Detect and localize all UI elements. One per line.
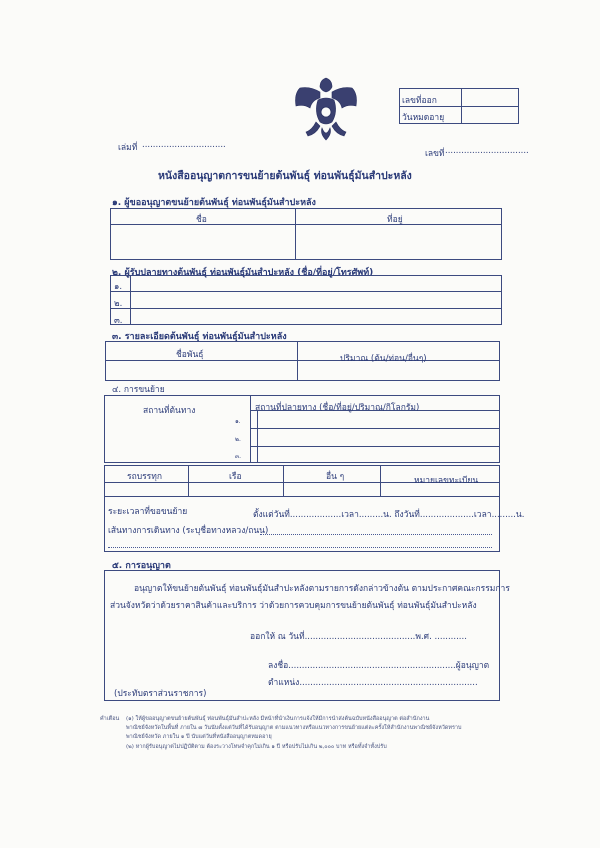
dest-row-2: ๒. — [235, 436, 241, 443]
footnote-label: คำเตือน — [100, 716, 120, 722]
section1-heading: ๑. ผู้ขออนุญาตขนย้ายต้นพันธุ์ ท่อนพันธุ์มันสำปะหลัง — [112, 198, 316, 208]
vehicle-boat-label: เรือ — [229, 472, 242, 482]
vehicle-other-label: อื่น ๆ — [326, 472, 345, 482]
approval-text-2: ส่วนจังหวัดว่าด้วยราคาสินค้าและบริการ ว่าด้วยการควบคุมการขนย้ายต้นพันธุ์ ท่อนพันธุ์มันสำปะหลัง — [110, 601, 477, 611]
dest-row-3: ๓. — [235, 453, 242, 460]
page-title: หนังสืออนุญาตการขนย้ายต้นพันธุ์ ท่อนพันธุ์มันสำปะหลัง — [158, 170, 412, 182]
dest-row-1: ๑. — [235, 418, 241, 425]
period-dates: ตั้งแต่วันที่...................เวลา.........น. ถึงวันที่....................เวลา.........น. — [253, 510, 525, 520]
seal-note: (ประทับตราส่วนราชการ) — [114, 689, 207, 699]
quantity-header: ปริมาณ (ต้น/ท่อน/อื่นๆ) — [340, 354, 427, 364]
variety-header: ชื่อพันธุ์ — [176, 350, 204, 360]
footnote-line-1: (๑) ให้ผู้ขออนุญาตขนย้ายต้นพันธุ์ ท่อนพันธุ์มันสำปะหลัง มีหน้าที่นำเงินการแจ้งให้มีการนำส่งต้นฉบับหนังสืออนุญาต ต่อสำนักงาน — [126, 716, 430, 722]
volume-label: เล่มที่ — [118, 143, 138, 153]
expiry-label: วันหมดอายุ — [402, 113, 445, 123]
destination-header: สถานที่ปลายทาง (ชื่อ/ที่อยู่/ปริมาณ/กิโลกรัม) — [255, 403, 420, 413]
footnote-line-4: (๒) หากผู้รับอนุญาตไม่ปฏิบัติตาม ต้องระวางโทษจำคุกไม่เกิน ๑ ปี หรือปรับไม่เกิน ๒,๐๐๐ บาท หรือทั้งจำทั้งปรับ — [126, 744, 387, 750]
section3-heading: ๓. รายละเอียดต้นพันธุ์ ท่อนพันธุ์มันสำปะหลัง — [112, 332, 287, 342]
recipient-row-2: ๒. — [114, 299, 123, 309]
section4-heading: ๔. การขนย้าย — [112, 385, 165, 395]
approval-text-1: อนุญาตให้ขนย้ายต้นพันธุ์ ท่อนพันธุ์มันสำปะหลังตามรายการดังกล่าวข้างต้น ตามประกาศคณะกรรมการ — [134, 584, 510, 594]
applicant-address-header: ที่อยู่ — [387, 215, 403, 225]
section2-heading: ๒. ผู้รับปลายทางต้นพันธุ์ ท่อนพันธุ์มันสำปะหลัง (ชื่อ/ที่อยู่/โทรศัพท์) — [112, 268, 374, 278]
period-label: ระยะเวลาที่ขอขนย้าย — [108, 507, 188, 517]
issued-at-line: ออกให้ ณ วันที่.........................................พ.ศ. ............ — [250, 632, 467, 642]
volume-dots: ............................... — [142, 140, 226, 150]
vehicle-reg-label: หมายเลขทะเบียน — [414, 476, 479, 486]
signature-line: ลงชื่อ..............................................................ผู้อนุญาต — [268, 661, 490, 671]
section1-table — [110, 208, 502, 260]
number-label: เลขที่ — [425, 149, 445, 159]
section5-heading: ๕. การอนุญาต — [112, 561, 171, 571]
issue-no-label: เลขที่ออก — [402, 96, 437, 106]
section2-table — [110, 275, 502, 325]
position-line: ตำแหน่ง.................................................................. — [268, 678, 478, 688]
recipient-row-1: ๑. — [114, 282, 123, 292]
footnote-line-3: พาณิชย์จังหวัด ภายใน ๑ ปี นับแต่วันที่หนังสืออนุญาตหมดอายุ — [126, 734, 272, 740]
footnote-line-2: พาณิชย์จังหวัดในพื้นที่ ภายใน ๗ วันนับตั้งแต่วันที่ได้รับอนุญาต ตามแนวทางหรือแนวทางการขนย้ายแต่ละครั้งให้สำนักงานพาณิชย์จังหวัดทราบ — [126, 725, 462, 731]
number-dots: ............................... — [445, 146, 529, 156]
applicant-name-header: ชื่อ — [196, 215, 207, 225]
recipient-row-3: ๓. — [114, 316, 123, 326]
section3-table — [105, 341, 500, 381]
garuda-emblem-icon — [288, 72, 364, 144]
origin-header: สถานที่ต้นทาง — [143, 406, 196, 416]
route-label: เส้นทางการเดินทาง (ระบุชื่อทางหลวง/ถนน) — [108, 526, 269, 536]
vehicle-truck-label: รถบรรทุก — [127, 472, 162, 482]
